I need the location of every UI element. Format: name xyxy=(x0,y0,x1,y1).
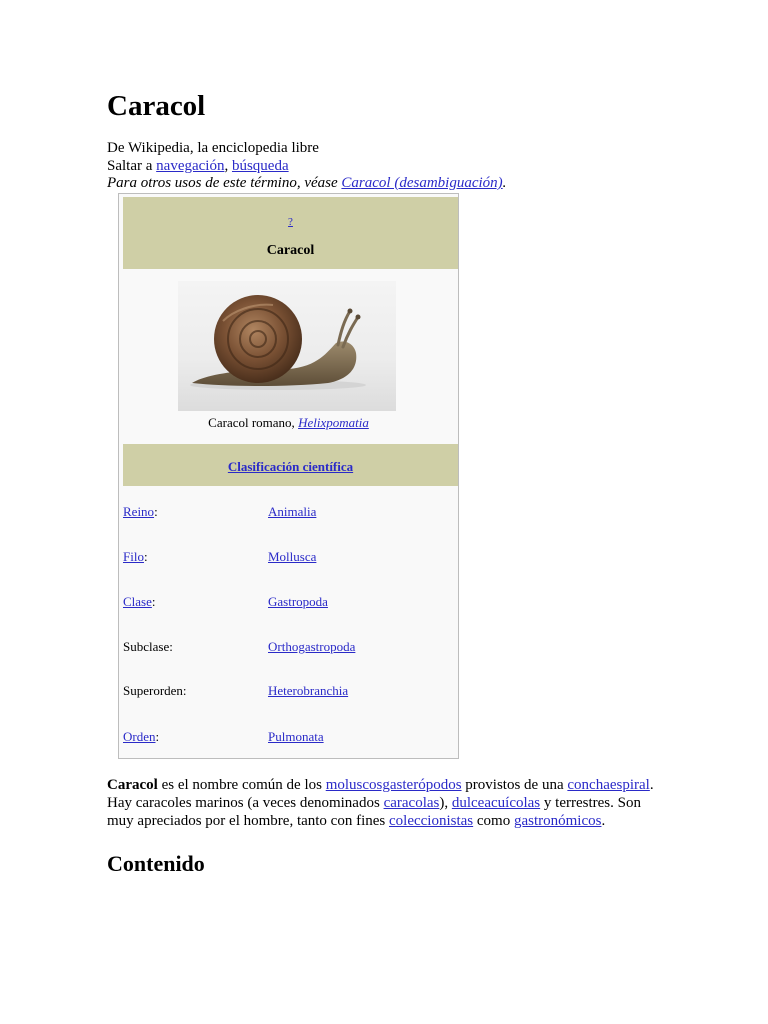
caption-species-link[interactable]: Helixpomatia xyxy=(298,415,369,430)
page-title: Caracol xyxy=(107,90,206,122)
rank-link-filo[interactable]: Filo xyxy=(123,549,144,564)
infobox-image-link[interactable]: ? xyxy=(288,216,293,228)
classification-link[interactable]: Clasificación científica xyxy=(227,459,354,474)
value-link-gastropoda[interactable]: Gastropoda xyxy=(268,594,328,609)
value-link-animalia[interactable]: Animalia xyxy=(268,504,317,519)
value-link-pulmonata[interactable]: Pulmonata xyxy=(268,729,324,744)
rank-label-superorden: Superorden: xyxy=(123,683,187,698)
rank-link-orden[interactable]: Orden xyxy=(123,729,156,744)
value-link-mollusca[interactable]: Mollusca xyxy=(268,549,317,564)
rank-link-clase[interactable]: Clase xyxy=(123,594,152,609)
taxonomy-row-reino xyxy=(123,503,458,521)
bold-term: Caracol xyxy=(107,777,158,793)
infobox-header xyxy=(123,197,458,269)
taxonomy-rank: Reino: xyxy=(123,504,158,519)
link-coleccionistas[interactable]: coleccionistas xyxy=(389,813,474,829)
value-link-orthogastropoda[interactable]: Orthogastropoda xyxy=(268,639,356,654)
infobox-title: Caracol xyxy=(266,243,315,258)
taxonomy-rank: Filo: xyxy=(123,549,148,564)
rank-link-reino[interactable]: Reino xyxy=(123,504,155,519)
jump-links xyxy=(107,158,667,176)
caption-text: Caracol romano, xyxy=(208,415,299,430)
taxonomy-rank: Orden: xyxy=(123,729,160,744)
link-concha[interactable]: conchaespiral xyxy=(567,777,650,793)
intro-line-2: Hay caracoles marinos (a veces denominados caracolas), dulceacuícolas y terrestres. Son xyxy=(107,795,641,811)
infobox xyxy=(118,193,459,759)
infobox-caption xyxy=(119,415,458,431)
search-link[interactable]: búsqueda xyxy=(231,157,289,174)
link-moluscos[interactable]: moluscosgasterópodos xyxy=(325,777,462,793)
taxonomy-rank: Clase: xyxy=(123,594,156,609)
link-gastronomicos[interactable]: gastronómicos xyxy=(513,813,602,829)
source-line: De Wikipedia, la enciclopedia libre xyxy=(107,140,319,156)
taxonomy-row-subclase xyxy=(123,638,458,656)
rank-label-subclase: Subclase: xyxy=(123,639,173,654)
intro-line-3: muy apreciados por el hombre, tanto con fines coleccionistas como gastronómicos. xyxy=(107,813,606,829)
classification-header xyxy=(123,444,458,486)
disambiguation-prefix: Para otros usos de este término, véase xyxy=(107,175,342,191)
taxonomy-row-clase xyxy=(123,593,458,611)
jump-prefix: Saltar a xyxy=(107,157,157,174)
taxonomy-row-superorden xyxy=(123,682,458,700)
article-meta xyxy=(107,140,667,193)
link-caracolas[interactable]: caracolas xyxy=(383,795,440,811)
taxonomy-row-filo xyxy=(123,548,458,566)
disambiguation-suffix: . xyxy=(502,175,507,191)
taxonomy-row-orden xyxy=(123,728,458,746)
disambiguation-link[interactable]: Caracol (desambiguación) xyxy=(341,175,503,191)
intro-line-1: Caracol es el nombre común de los moluscosgasterópodos provistos de una conchaespiral. xyxy=(107,777,654,793)
snail-illustration xyxy=(178,281,396,411)
disambiguation-note xyxy=(107,175,667,193)
jump-separator: , xyxy=(224,157,232,174)
contents-heading: Contenido xyxy=(107,851,205,876)
snail-image[interactable] xyxy=(178,281,396,411)
link-dulceacuicolas[interactable]: dulceacuícolas xyxy=(451,795,541,811)
intro-paragraph xyxy=(107,776,667,830)
navigation-link[interactable]: navegación xyxy=(156,157,225,174)
value-link-heterobranchia[interactable]: Heterobranchia xyxy=(268,683,349,698)
